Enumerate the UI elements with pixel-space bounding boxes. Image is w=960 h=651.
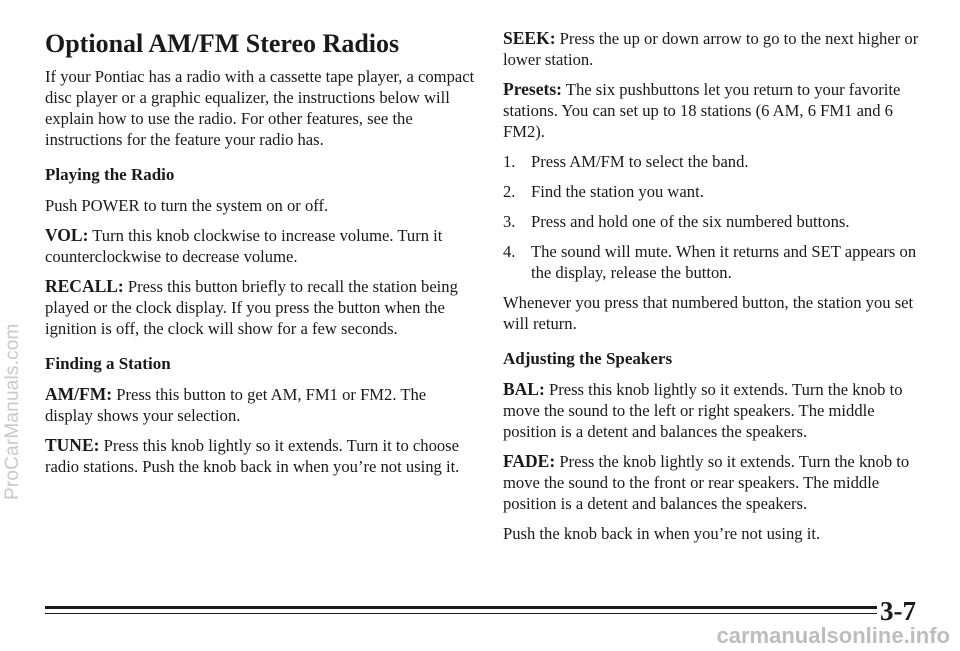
finding-station-heading: Finding a Station — [45, 354, 171, 373]
tune-term: TUNE: — [45, 435, 100, 455]
vol-term: VOL: — [45, 225, 89, 245]
intro-paragraph: If your Pontiac has a radio with a cassette tape player, a compact disc player or a graphic equalizer, the instructions below will explain how to use the radio. For other features, see the instructions for the feature your radio has. — [45, 67, 475, 149]
vol-text: Turn this knob clockwise to increase volume. Turn it counterclockwise to decrease volume. — [45, 226, 443, 266]
page-number: 3-7 — [880, 596, 916, 626]
footer-rule-thin — [45, 613, 877, 614]
seek-text: Press the up or down arrow to go to the next higher or lower station. — [503, 29, 919, 69]
step-number: 2. — [503, 182, 516, 201]
bal-term: BAL: — [503, 379, 545, 399]
amfm-term: AM/FM: — [45, 384, 113, 404]
recall-text: Press this button briefly to recall the station being played or the clock display. If you press the button when the ignition is off, the clock will show for a few seconds. — [45, 277, 458, 338]
seek-term: SEEK: — [503, 28, 556, 48]
list-item — [503, 151, 928, 172]
step-text: Press and hold one of the six numbered buttons. — [531, 212, 850, 231]
tune-paragraph — [45, 435, 475, 477]
playing-radio-heading: Playing the Radio — [45, 165, 175, 184]
fade-term: FADE: — [503, 451, 556, 471]
presets-term: Presets: — [503, 79, 562, 99]
step-number: 3. — [503, 212, 516, 231]
tune-text: Press this knob lightly so it extends. Turn it to choose radio stations. Push the knob back in when you’re not using it. — [45, 436, 460, 476]
adjusting-speakers-heading: Adjusting the Speakers — [503, 349, 673, 368]
footer-rule-thick — [45, 606, 877, 609]
recall-term: RECALL: — [45, 276, 124, 296]
bal-text: Press this knob lightly so it extends. Turn the knob to move the sound to the left or right speakers. The middle position is a detent and balances the speakers. — [503, 380, 903, 441]
fade-text: Press the knob lightly so it extends. Turn the knob to move the sound to the front or rear speakers. The middle position is a detent and balances the speakers. — [503, 452, 910, 513]
list-item — [503, 181, 928, 202]
preset-steps-list — [503, 151, 928, 283]
step-text: Find the station you want. — [531, 182, 704, 201]
list-item — [503, 241, 928, 283]
amfm-text: Press this button to get AM, FM1 or FM2. The display shows your selection. — [45, 385, 427, 425]
amfm-paragraph — [45, 384, 475, 426]
list-item — [503, 211, 928, 232]
push-back-paragraph: Push the knob back in when you’re not using it. — [503, 524, 821, 543]
watermark-procarmanuals: ProCarManuals.com — [2, 323, 23, 500]
recall-paragraph — [45, 276, 475, 339]
step-text: Press AM/FM to select the band. — [531, 152, 749, 171]
watermark-carmanualsonline: carmanualsonline.info — [716, 623, 950, 648]
left-column — [45, 28, 475, 486]
seek-paragraph — [503, 28, 928, 70]
presets-paragraph — [503, 79, 928, 142]
right-column — [503, 28, 928, 553]
vol-paragraph — [45, 225, 475, 267]
step-text: The sound will mute. When it returns and SET appears on the display, release the button. — [531, 242, 917, 282]
fade-paragraph — [503, 451, 928, 514]
presets-text: The six pushbuttons let you return to your favorite stations. You can set up to 18 stations (6 AM, 6 FM1 and 6 FM2). — [503, 80, 901, 141]
bal-paragraph — [503, 379, 928, 442]
step-number: 4. — [503, 242, 516, 261]
whenever-paragraph: Whenever you press that numbered button, the station you set will return. — [503, 293, 914, 333]
power-paragraph: Push POWER to turn the system on or off. — [45, 196, 329, 215]
page-title: Optional AM/FM Stereo Radios — [45, 29, 400, 58]
step-number: 1. — [503, 152, 516, 171]
